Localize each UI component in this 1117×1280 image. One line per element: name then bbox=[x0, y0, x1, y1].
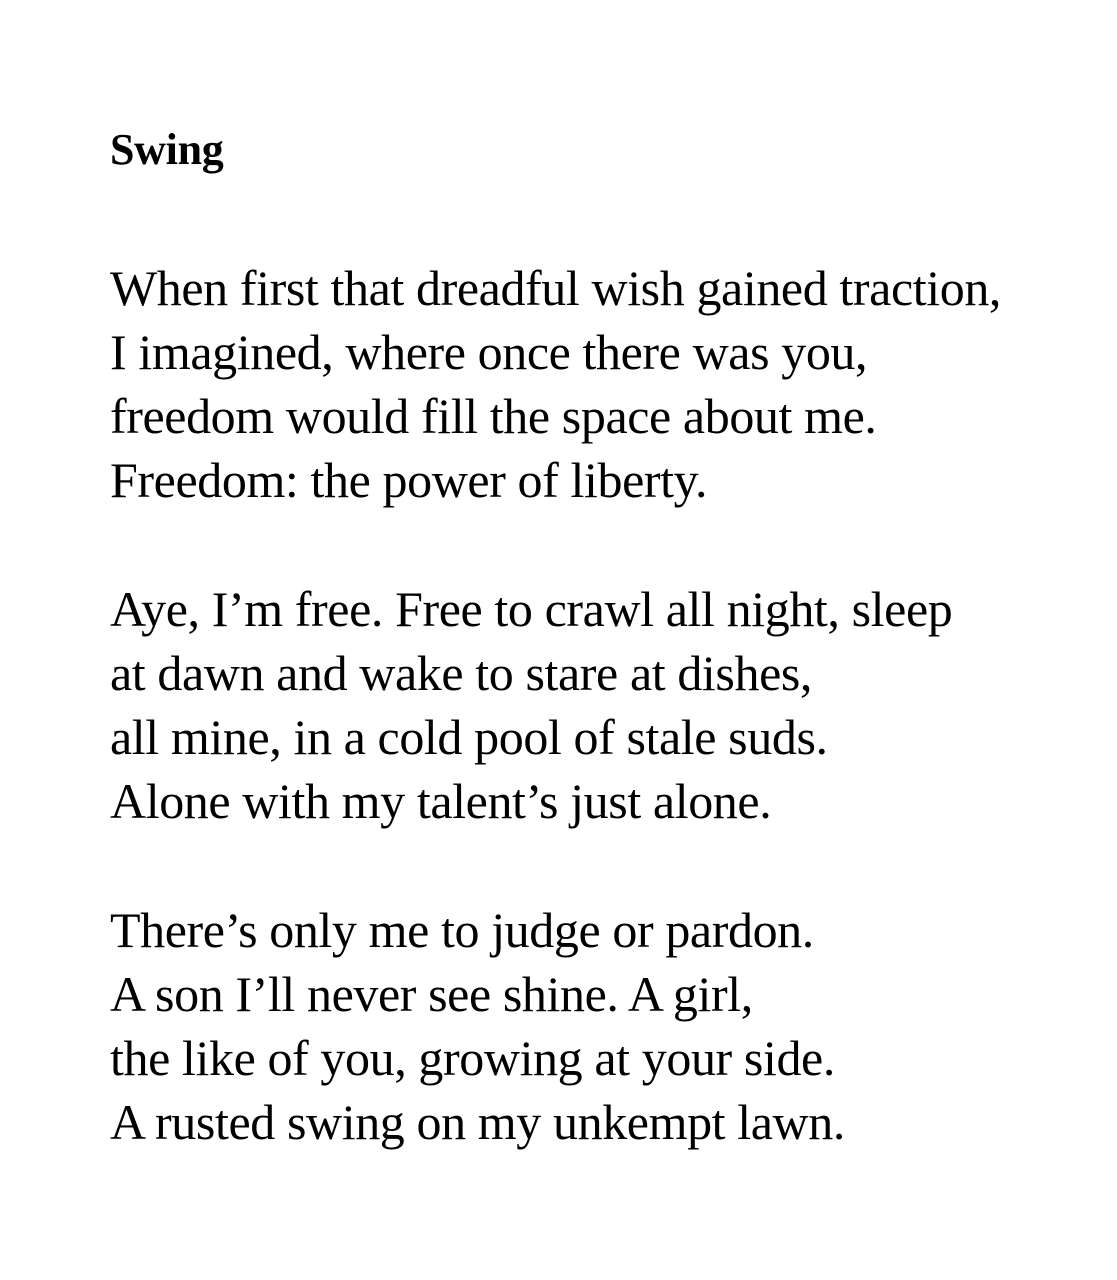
poem-line: all mine, in a cold pool of stale suds. bbox=[110, 709, 828, 765]
poem-line: the like of you, growing at your side. bbox=[110, 1030, 835, 1086]
poem-line: When first that dreadful wish gained traction, bbox=[110, 260, 1002, 316]
poem-page bbox=[110, 122, 1070, 1219]
poem-line: There’s only me to judge or pardon. bbox=[110, 902, 814, 958]
poem-line: A rusted swing on my unkempt lawn. bbox=[110, 1094, 845, 1150]
poem-line: I imagined, where once there was you, bbox=[110, 324, 868, 380]
poem-line: Aye, I’m free. Free to crawl all night, sleep bbox=[110, 581, 953, 637]
poem-line: Alone with my talent’s just alone. bbox=[110, 773, 772, 829]
poem-line: at dawn and wake to stare at dishes, bbox=[110, 645, 813, 701]
stanza-1 bbox=[110, 256, 1070, 512]
poem-line: Freedom: the power of liberty. bbox=[110, 452, 708, 508]
stanza-2 bbox=[110, 577, 1070, 833]
poem-line: freedom would fill the space about me. bbox=[110, 388, 877, 444]
poem-line: A son I’ll never see shine. A girl, bbox=[110, 966, 753, 1022]
stanza-3 bbox=[110, 898, 1070, 1154]
poem-title: Swing bbox=[110, 125, 224, 174]
